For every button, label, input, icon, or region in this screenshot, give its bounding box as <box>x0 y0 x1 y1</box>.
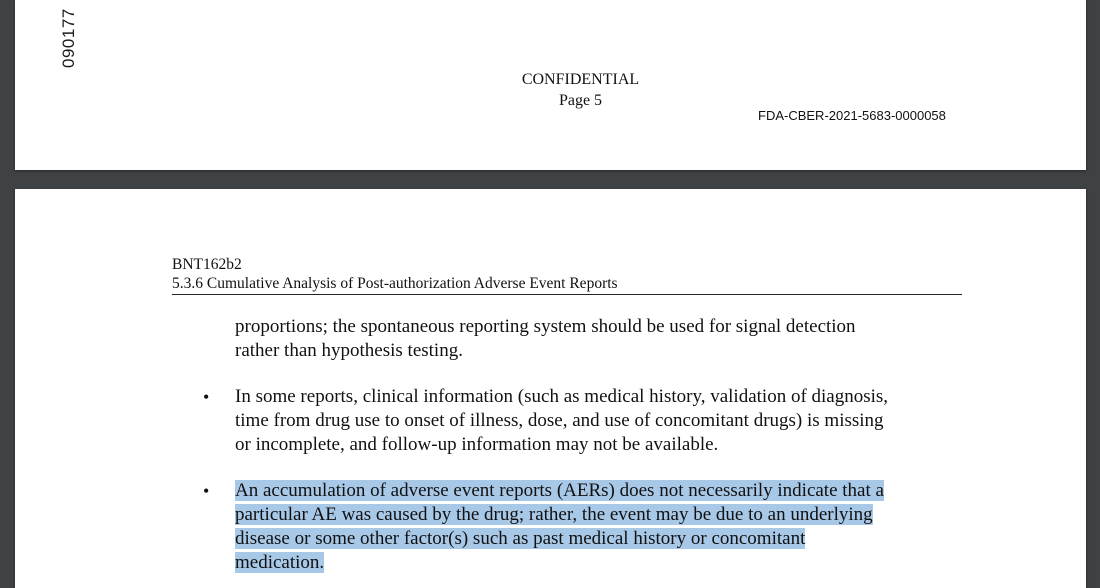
confidential-label: CONFIDENTIAL <box>521 71 640 88</box>
page-footer <box>15 69 1100 111</box>
pdf-page-current <box>15 189 1086 588</box>
fda-reference-number: FDA-CBER-2021-5683-0000058 <box>758 108 946 123</box>
page-number: Page 5 <box>558 92 603 109</box>
highlighted-line[interactable]: medication. <box>235 552 325 573</box>
document-body[interactable] <box>203 315 975 588</box>
paragraph-line: rather than hypothesis testing. <box>235 340 463 361</box>
bullet-list <box>203 385 975 575</box>
highlighted-line[interactable]: An accumulation of adverse event reports (AERs) does not necessarily indicate that a <box>235 480 884 501</box>
pdf-page-previous <box>15 0 1086 170</box>
paragraph-line: proportions; the spontaneous reporting system should be used for signal detection <box>235 316 856 337</box>
bullet-item <box>203 385 975 457</box>
bullet-item-highlighted[interactable] <box>203 479 975 575</box>
header-product: BNT162b2 <box>172 256 242 273</box>
continued-paragraph <box>235 315 975 363</box>
highlighted-line[interactable]: disease or some other factor(s) such as past medical history or concomitant <box>235 528 806 549</box>
bullet-line: or incomplete, and follow-up information may not be available. <box>235 434 719 455</box>
bullet-icon: • <box>203 481 210 501</box>
bullet-line: time from drug use to onset of illness, dose, and use of concomitant drugs) is missing <box>235 410 884 431</box>
bullet-icon: • <box>203 387 210 407</box>
highlighted-line[interactable]: particular AE was caused by the drug; rather, the event may be due to an underlying <box>235 504 873 525</box>
bates-number-vertical <box>59 0 83 68</box>
page-header <box>172 255 962 295</box>
bullet-line: In some reports, clinical information (such as medical history, validation of diagnosis, <box>235 386 889 407</box>
bates-number-text: 090177 <box>59 8 78 68</box>
header-section: 5.3.6 Cumulative Analysis of Post-authorization Adverse Event Reports <box>172 275 618 292</box>
